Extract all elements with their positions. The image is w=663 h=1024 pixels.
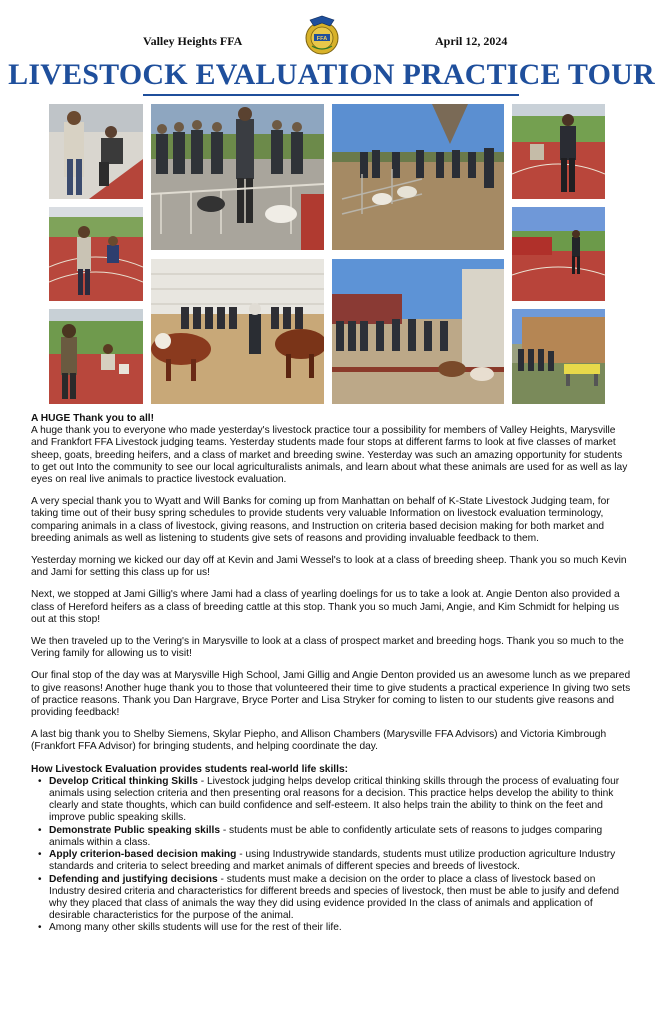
paragraph-final-stop: Our final stop of the day was at Marysville High School, Jami Gillig and Angie Denton provided us an awesome lunch as we prepared to give reasons! Another huge thank you to those that volunteered their time to give students a practical experience In giving two sets of practice reasons. Thank you Dan Hargrave, Bryce Porter and Lisa Stryker for coming to listen to our students give reasons and providing feedback! xyxy=(31,670,631,719)
paragraph-advisors: A last big thank you to Shelby Siemens, Skylar Piepho, and Allison Chambers (Marysville FFA Advisors) and Victoria Kimbrough (Frankfort FFA Advisor) for bringing students, and helping coordinate the day. xyxy=(31,729,607,753)
skill-name: Apply criterion-based decision making xyxy=(49,849,237,861)
svg-text:FFA: FFA xyxy=(316,36,328,42)
list-item xyxy=(49,825,631,849)
skills-list xyxy=(49,776,631,935)
skill-name: Develop Critical thinking Skills xyxy=(49,775,198,787)
list-item xyxy=(49,874,631,923)
skill-text: - students must make a decision on the order to place a class of livestock based on Industry desired criteria and characteristics for different breeds and species of livestock, then must be able to jusify and defend why they placed that class of animals the way they did using evidence provided In the class of animals and application of desirable characteristics for the purpose of the animal. xyxy=(49,873,620,922)
students-on-running-track-photo xyxy=(49,207,143,301)
skill-name: Defending and justifying decisions xyxy=(49,873,218,885)
paragraph-intro: A huge thank you to everyone who made yesterday's livestock practice tour a possibility for members of Valley Heights, Marysville and Frankfort FFA Livestock judging teams. Yesterday students made four stops at different farms to look at five classes of market sheep, goats, breeding heifers, and a class of market and breeding swine. Yesterday was such an amazing opportunity for students to get out Into the community to see our local agriculturalists animals, and learn about what these animals are used for as well as lay eyes on real live animals to practice livestock evaluation. xyxy=(31,425,628,486)
skill-text: Among many other skills students will use for the rest of their life. xyxy=(49,922,342,934)
skill-text: - using Industrywide standards, students must utilize production agriculture Industry standards and criteria to select breeding and market animals of different species and breeds of livestock. xyxy=(49,849,616,873)
thanks-heading: A HUGE Thank you to all! xyxy=(31,413,155,424)
paragraph-gillig: Next, we stopped at Jami Gillig's where Jami had a class of yearling doelings for us to take a look at. Angie Denton also provided a class of Hereford heifers as a class of breeding cattle at this stop. Thank you so much Jami, Angie, and Kim Schmidt for helping us out at this stop! xyxy=(31,589,620,625)
group-with-goats-in-pen-photo xyxy=(151,104,324,250)
title-underline xyxy=(143,94,519,96)
paragraph-kstate: A very special thank you to Wyatt and Will Banks for coming up from Manhattan on behalf of K-State Livestock Judging team, for taking time out of their busy spring schedules to provide students very valuable Information on livestock evaluation terminology, comparing animals in a class of livestock, giving reasons, and Instruction on criteria based decision making for both market and breeding animals as well as listening to students give sets of reasons and providing invaluable feedback to them. xyxy=(31,496,610,544)
group-by-barn-with-pigs-photo xyxy=(332,259,504,404)
article-body xyxy=(31,413,631,935)
ffa-emblem-icon xyxy=(304,12,340,56)
people-standing-on-track-photo xyxy=(49,104,143,199)
skill-text: - Livestock judging helps develop critical thinking skills through the process of evaluating four animals using selection criteria and then presenting oral reasons for a decision. This practice helps develop the ability to think clearly and state thoughts, which can build confidence and self-esteem. It also helps train the ability to think on the feet and improve public speaking skills. xyxy=(49,775,620,824)
list-item xyxy=(49,776,631,825)
skill-name: Demonstrate Public speaking skills xyxy=(49,824,220,836)
header xyxy=(0,12,663,58)
group-viewing-sheep-in-pens-photo xyxy=(332,104,504,250)
skills-heading: How Livestock Evaluation provides students real-world life skills: xyxy=(31,763,349,775)
heifers-in-barn-photo xyxy=(151,259,324,404)
paragraph-vering: We then traveled up to the Vering's in Marysville to look at a class of prospect market and breeding hogs. Thank you so much to the Vering family for allowing us to visit! xyxy=(31,636,624,660)
org-name: Valley Heights FFA xyxy=(143,34,243,48)
date: April 12, 2024 xyxy=(435,34,508,48)
page-title: LIVESTOCK EVALUATION PRACTICE TOUR xyxy=(8,58,655,91)
people-by-building-photo xyxy=(512,309,605,404)
list-item xyxy=(49,922,631,934)
skill-text: - students must be able to confidently articulate sets of reasons to judges comparing animals within a class. xyxy=(49,824,603,848)
list-item xyxy=(49,849,631,873)
speaker-on-track-photo xyxy=(49,309,143,404)
person-standing-on-track-photo xyxy=(512,104,605,199)
paragraph-wessel: Yesterday morning we kicked our day off at Kevin and Jami Wessel's to look at a class of breeding sheep. Thank you so much Kevin and Jami for setting this class up for us! xyxy=(31,555,627,579)
red-track-with-person-photo xyxy=(512,207,605,301)
